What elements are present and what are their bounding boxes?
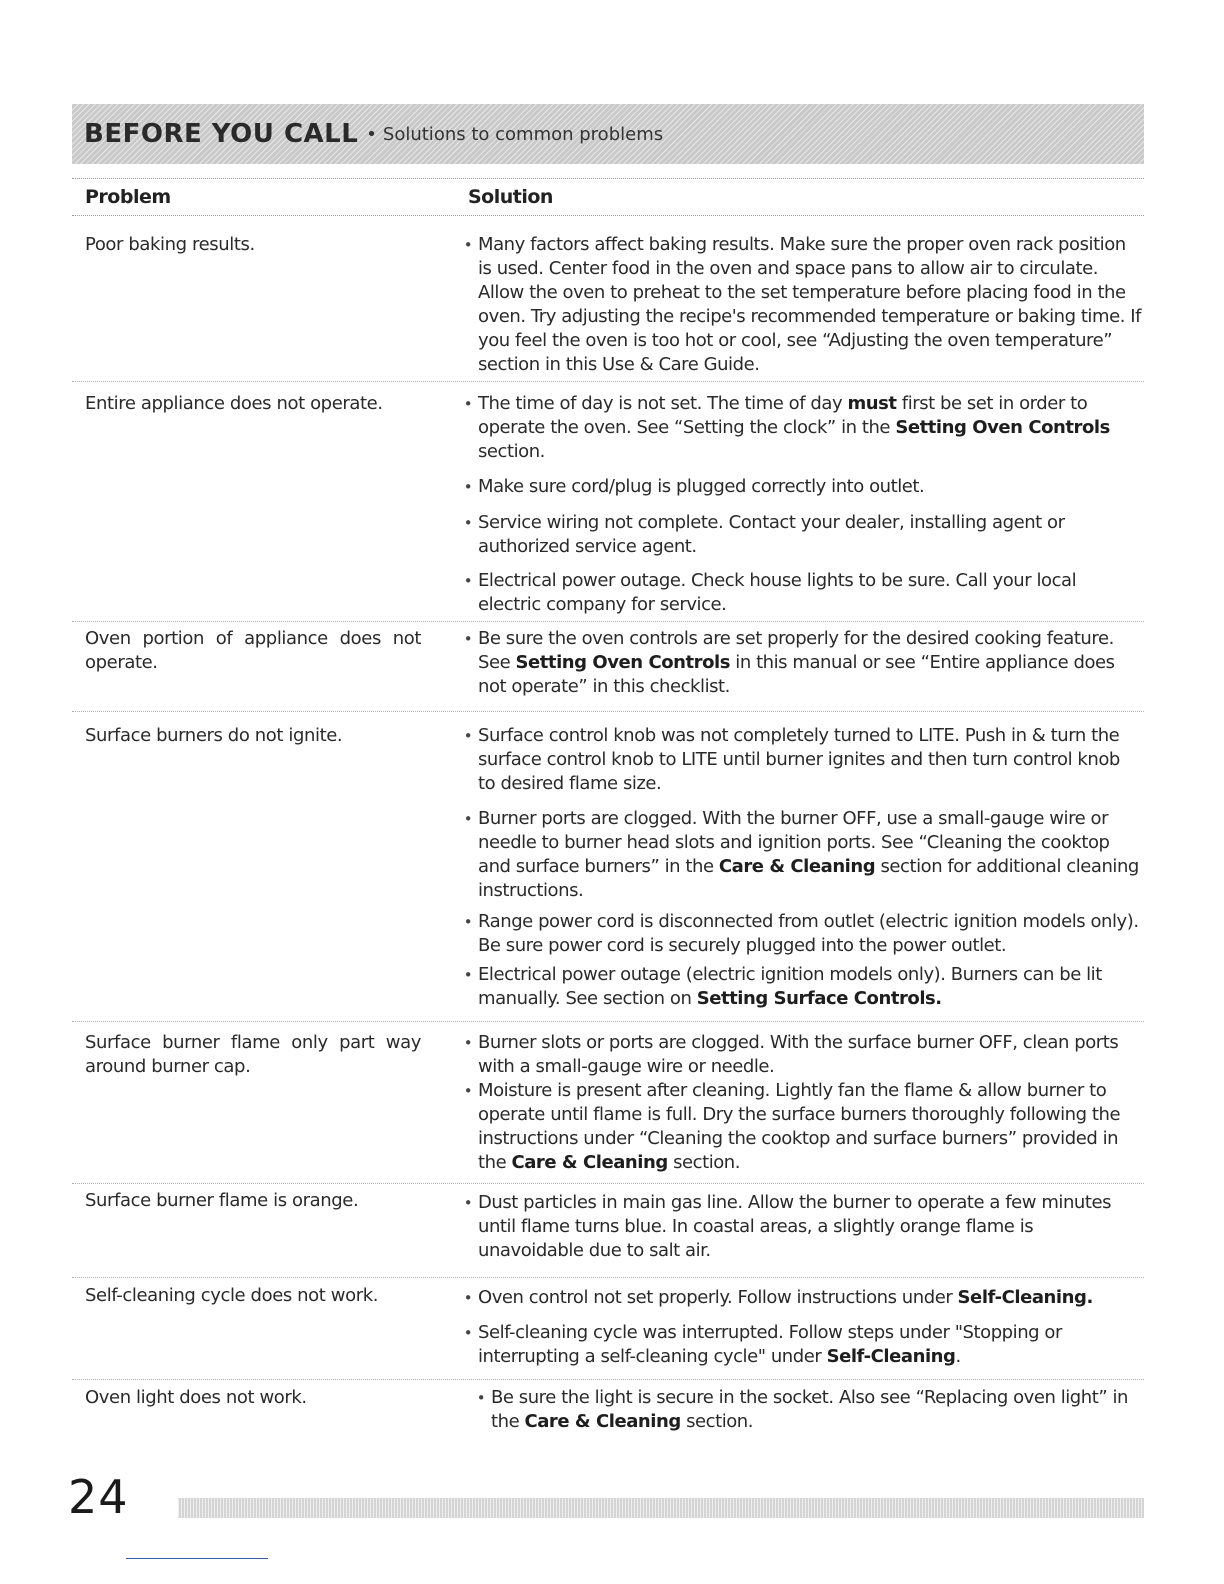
footer-decorative-bar: [178, 1498, 1144, 1518]
solution-item: [458, 807, 1142, 903]
bullet-icon: •: [463, 1289, 473, 1307]
emphasis-text: Self-Cleaning.: [957, 1287, 1093, 1308]
table-row: [72, 1022, 1144, 1184]
solution-item: [458, 627, 1142, 699]
solution-text: Service wiring not complete. Contact your dealer, installing agent or authorized service agent.: [478, 512, 1065, 557]
emphasis-text: must: [847, 393, 897, 414]
bullet-icon: •: [463, 1194, 473, 1212]
solution-item: [458, 910, 1142, 958]
solution-text: Range power cord is disconnected from outlet (electric ignition models only). Be sure power cord is securely plugged into the power outlet.: [478, 911, 1139, 956]
bullet-icon: •: [463, 395, 473, 413]
solution-item: [458, 511, 1142, 559]
table-row: [72, 1184, 1144, 1278]
solution-item: [458, 1191, 1142, 1263]
solution-item: [458, 963, 1142, 1011]
emphasis-text: Setting Oven Controls: [515, 652, 731, 673]
solution-item: [458, 475, 1142, 499]
table-row: [72, 1380, 1144, 1450]
table-row: [72, 382, 1144, 622]
emphasis-text: Setting Oven Controls: [895, 417, 1110, 438]
table-row: [72, 622, 1144, 712]
solution-text: Moisture is present after cleaning. Lightly fan the flame & allow burner to operate until flame is full. Dry the surface burners thoroughly following the instructions under “Cleaning the cooktop and surface burners” provided in the Care & Cleaning section.: [478, 1080, 1121, 1173]
solution-item: [458, 1286, 1142, 1310]
solution-item: [458, 233, 1142, 377]
solution-text: Be sure the oven controls are set properly for the desired cooking feature. See Setting Oven Controls in this manual or see “Entire appliance does not operate” in this checklist.: [478, 628, 1115, 697]
emphasis-text: Care & Cleaning: [511, 1152, 668, 1173]
solution-text: Surface control knob was not completely turned to LITE. Push in & turn the surface control knob to LITE until burner ignites and then turn control knob to desired flame size.: [478, 725, 1120, 794]
solution-item: [458, 392, 1142, 464]
solution-item: [458, 724, 1142, 796]
emphasis-text: Care & Cleaning: [718, 856, 876, 877]
solution-text: Electrical power outage (electric ignition models only). Burners can be lit manually. See section on Setting Surface Controls.: [478, 964, 1102, 1009]
footer-rule: [126, 1558, 268, 1559]
problem-text: Oven light does not work.: [85, 1387, 307, 1408]
bullet-icon: •: [463, 514, 473, 532]
bullet-icon: •: [463, 1034, 473, 1052]
solution-text: Self-cleaning cycle was interrupted. Follow steps under "Stopping or interrupting a self-cleaning cycle" under Self-Cleaning.: [478, 1322, 1062, 1367]
solution-text: The time of day is not set. The time of day must first be set in order to operate the oven. See “Setting the clock” in the Setting Oven Controls section.: [478, 393, 1110, 462]
column-header-solution: Solution: [468, 186, 553, 208]
column-header-problem: Problem: [85, 186, 171, 208]
bullet-icon: •: [463, 478, 473, 496]
problem-text: Entire appliance does not operate.: [85, 393, 383, 414]
bullet-icon: •: [463, 727, 473, 745]
solution-text: Many factors affect baking results. Make sure the proper oven rack position is used. Center food in the oven and space pans to allow air to circulate. Allow the oven to preheat to the set temperature before placing food in the oven. Try adjusting the recipe's recommended temperature or baking time. If you feel the oven is too hot or cool, see “Adjusting the oven temperature” section in this Use & Care Guide.: [478, 234, 1141, 375]
bullet-icon: •: [463, 630, 473, 648]
page-subtitle: Solutions to common problems: [382, 123, 664, 145]
bullet-icon: •: [463, 810, 473, 828]
bullet-icon: •: [463, 236, 473, 254]
solution-text: Be sure the light is secure in the socket. Also see “Replacing oven light” in the Care & Cleaning section.: [491, 1387, 1129, 1432]
solution-text: Dust particles in main gas line. Allow the burner to operate a few minutes until flame turns blue. In coastal areas, a slightly orange flame is unavoidable due to salt air.: [478, 1192, 1112, 1261]
solution-item: [458, 569, 1142, 617]
problem-text: Self-cleaning cycle does not work.: [85, 1285, 379, 1306]
solution-item: [471, 1386, 1143, 1434]
solution-text: Oven control not set properly. Follow instructions under Self-Cleaning.: [478, 1287, 1093, 1308]
solution-text: Burner ports are clogged. With the burner OFF, use a small-gauge wire or needle to burner head slots and ignition ports. See “Cleaning the cooktop and surface burners” in the Care & Cleaning section for additional cleaning instructions.: [478, 808, 1139, 901]
problem-text: Poor baking results.: [85, 234, 255, 255]
problem-text: Surface burner flame is orange.: [85, 1190, 359, 1211]
problem-text: Oven portion of appliance does not operate.: [85, 628, 421, 673]
header-banner: [72, 104, 1144, 164]
solution-text: Burner slots or ports are clogged. With the surface burner OFF, clean ports with a small-gauge wire or needle.: [478, 1032, 1119, 1077]
bullet-icon: •: [463, 572, 473, 590]
bullet-icon: •: [476, 1389, 486, 1407]
page-number: 24: [68, 1470, 129, 1524]
emphasis-text: Self-Cleaning: [826, 1346, 956, 1367]
solution-text: Make sure cord/plug is plugged correctly into outlet.: [478, 476, 925, 497]
bullet-icon: •: [463, 1082, 473, 1100]
solution-item: [458, 1079, 1142, 1175]
solution-item: [458, 1031, 1142, 1079]
problem-text: Surface burners do not ignite.: [85, 725, 343, 746]
solution-text: Electrical power outage. Check house lights to be sure. Call your local electric company for service.: [478, 570, 1077, 615]
emphasis-text: Care & Cleaning: [524, 1411, 681, 1432]
emphasis-text: Setting Surface Controls.: [696, 988, 942, 1009]
bullet-icon: •: [463, 1324, 473, 1342]
table-row: [72, 712, 1144, 1022]
bullet-icon: •: [463, 966, 473, 984]
table-row: [72, 216, 1144, 382]
problem-text: Surface burner flame only part way around burner cap.: [85, 1032, 421, 1077]
title-separator: •: [366, 123, 377, 145]
solution-item: [458, 1321, 1142, 1369]
table-row: [72, 1278, 1144, 1380]
table-header: [72, 178, 1144, 216]
bullet-icon: •: [463, 913, 473, 931]
page-title: BEFORE YOU CALL: [84, 119, 359, 149]
